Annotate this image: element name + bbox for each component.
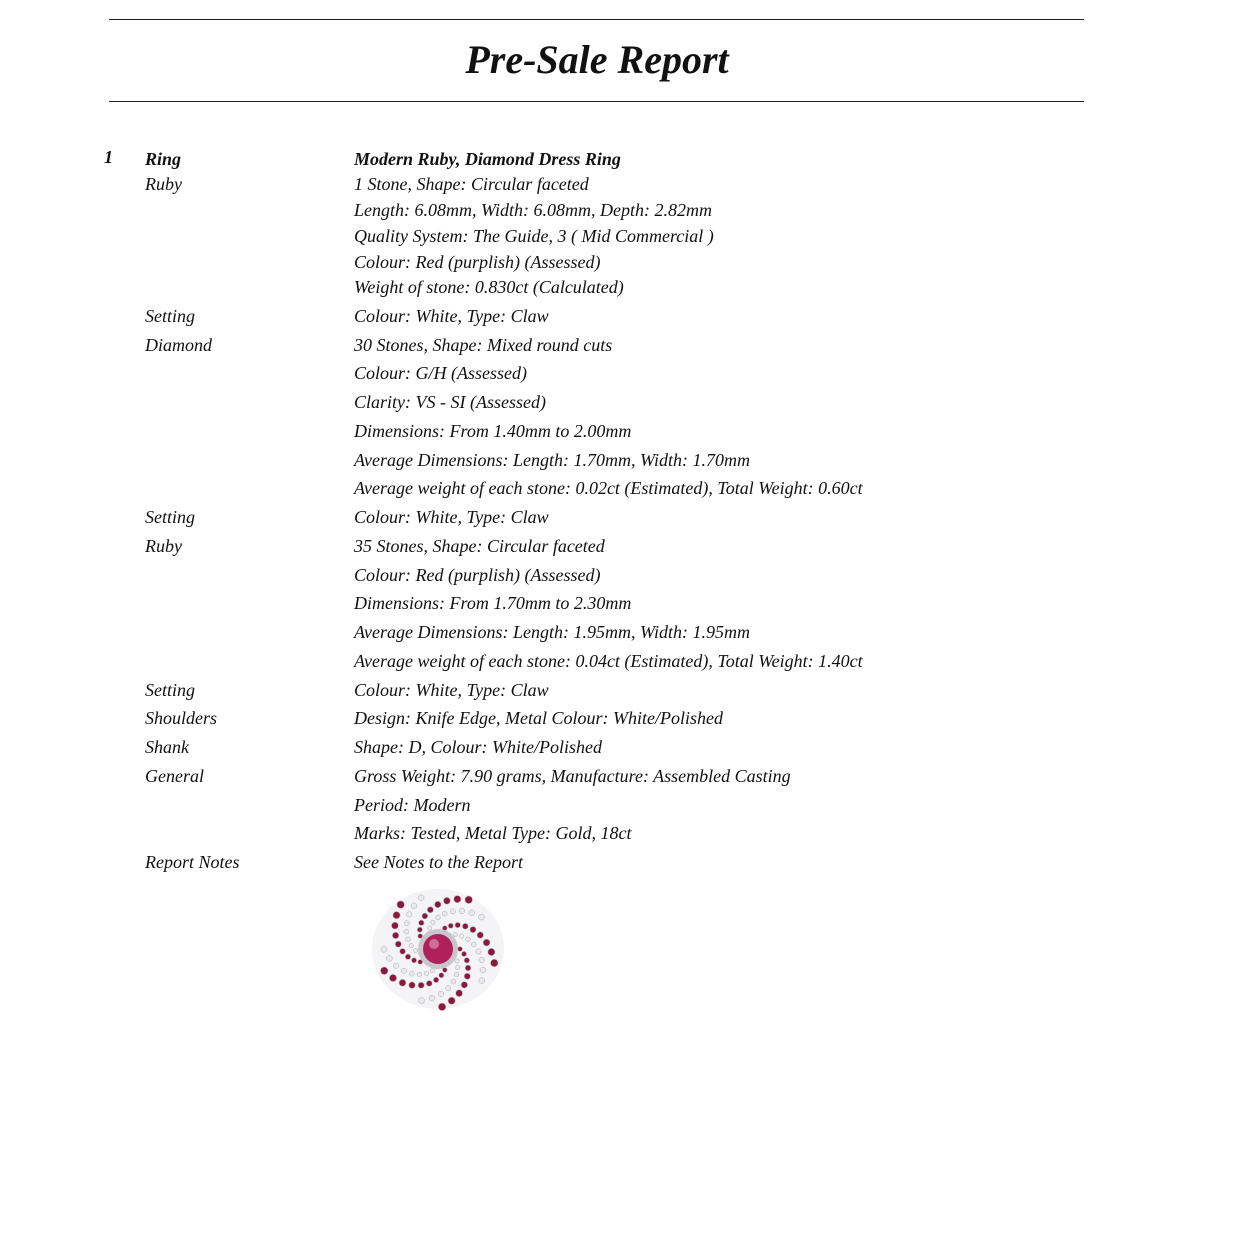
detail-row — [0, 620, 1240, 644]
diamond-stone — [455, 959, 459, 963]
detail-value: Period: Modern — [354, 795, 471, 815]
detail-value: Average weight of each stone: 0.02ct (Estimated), Total Weight: 0.60ct — [354, 478, 863, 498]
ruby-stone — [419, 920, 425, 926]
diamond-stone — [428, 926, 432, 930]
detail-value: Colour: Red (purplish) (Assessed) — [354, 252, 601, 272]
center-stone-highlight — [429, 939, 439, 949]
detail-label: Report Notes — [145, 852, 240, 872]
ruby-stone — [461, 982, 468, 989]
detail-value: Length: 6.08mm, Width: 6.08mm, Depth: 2.82mm — [354, 200, 712, 220]
diamond-stone — [424, 971, 429, 976]
detail-row — [0, 390, 1240, 414]
diamond-stone — [438, 991, 444, 997]
ruby-stone — [458, 947, 463, 952]
diamond-stone — [469, 910, 475, 916]
ruby-stone — [417, 927, 422, 932]
detail-value: 35 Stones, Shape: Circular faceted — [354, 536, 605, 556]
diamond-stone — [480, 967, 486, 973]
ruby-stone — [477, 932, 484, 939]
detail-value: Colour: G/H (Assessed) — [354, 363, 527, 383]
detail-row — [0, 649, 1240, 673]
diamond-stone — [466, 937, 471, 942]
diamond-stone — [419, 997, 425, 1003]
diamond-stone — [431, 920, 436, 925]
diamond-stone — [401, 968, 406, 973]
ruby-stone — [427, 907, 433, 913]
diamond-stone — [404, 929, 409, 934]
detail-value: Marks: Tested, Metal Type: Gold, 18ct — [354, 823, 632, 843]
top-rule — [109, 19, 1084, 20]
diamond-stone — [418, 895, 424, 901]
ruby-stone — [426, 980, 432, 986]
diamond-stone — [455, 965, 460, 970]
page-title: Pre-Sale Report — [465, 37, 729, 82]
detail-row — [0, 706, 1240, 730]
diamond-stone — [436, 915, 441, 920]
detail-row — [0, 678, 1240, 702]
detail-value: Design: Knife Edge, Metal Colour: White/Polished — [354, 708, 723, 728]
detail-value: Dimensions: From 1.40mm to 2.00mm — [354, 421, 632, 441]
ruby-stone — [464, 958, 470, 964]
detail-value: Modern Ruby, Diamond Dress Ring — [354, 149, 621, 169]
diamond-stone — [404, 921, 409, 926]
diamond-stone — [450, 909, 455, 914]
detail-value: Colour: Red (purplish) (Assessed) — [354, 565, 601, 585]
ruby-stone — [438, 1003, 446, 1011]
detail-value: Shape: D, Colour: White/Polished — [354, 737, 602, 757]
detail-row — [0, 419, 1240, 443]
ruby-stone — [389, 974, 396, 981]
detail-row — [0, 361, 1240, 385]
detail-label: Ruby — [145, 174, 182, 194]
detail-row — [0, 172, 1240, 196]
ruby-stone — [380, 967, 388, 975]
ruby-stone — [422, 913, 428, 919]
detail-row — [0, 735, 1240, 759]
diamond-stone — [479, 957, 485, 963]
detail-row — [0, 224, 1240, 248]
detail-row — [0, 764, 1240, 788]
diamond-stone — [406, 937, 411, 942]
detail-value: 30 Stones, Shape: Mixed round cuts — [354, 335, 613, 355]
diamond-stone — [381, 946, 387, 952]
diamond-stone — [387, 956, 393, 962]
detail-value: Quality System: The Guide, 3 ( Mid Commercial ) — [354, 226, 714, 246]
ruby-stone — [411, 958, 416, 963]
ruby-stone — [397, 901, 405, 909]
ruby-stone — [439, 973, 444, 978]
ruby-stone — [465, 896, 473, 904]
diamond-stone — [411, 903, 417, 909]
ruby-stone — [393, 912, 400, 919]
ruby-stone — [455, 922, 461, 928]
ruby-stone — [395, 941, 401, 947]
ruby-stone — [435, 901, 442, 908]
diamond-stone — [442, 911, 447, 916]
detail-row — [0, 534, 1240, 558]
ruby-stone — [399, 979, 406, 986]
detail-row — [0, 198, 1240, 222]
detail-row — [0, 850, 1240, 874]
diamond-stone — [413, 948, 417, 952]
ruby-stone — [418, 982, 424, 988]
diamond-stone — [429, 995, 435, 1001]
detail-value: Colour: White, Type: Claw — [354, 680, 549, 700]
detail-row — [0, 275, 1240, 299]
diamond-stone — [454, 972, 459, 977]
detail-value: Colour: White, Type: Claw — [354, 507, 549, 527]
detail-row — [0, 505, 1240, 529]
detail-value: Average weight of each stone: 0.04ct (Estimated), Total Weight: 1.40ct — [354, 651, 863, 671]
ruby-stone — [448, 997, 455, 1004]
detail-row — [0, 793, 1240, 817]
ruby-stone — [490, 959, 498, 967]
ruby-stone — [454, 895, 461, 902]
detail-row — [0, 250, 1240, 274]
diamond-stone — [451, 979, 456, 984]
diamond-stone — [393, 963, 399, 969]
detail-row — [0, 147, 1240, 171]
diamond-stone — [479, 978, 485, 984]
detail-value: 1 Stone, Shape: Circular faceted — [354, 174, 589, 194]
ruby-stone — [391, 922, 398, 929]
lot-number: 1 — [104, 147, 113, 167]
detail-label: Shank — [145, 737, 189, 757]
ruby-stone — [443, 897, 450, 904]
ruby-stone — [409, 982, 416, 989]
detail-row — [0, 563, 1240, 587]
detail-value: See Notes to the Report — [354, 852, 523, 872]
ruby-stone — [470, 926, 476, 932]
ruby-stone — [483, 939, 490, 946]
ruby-stone — [462, 923, 468, 929]
detail-value: Clarity: VS - SI (Assessed) — [354, 392, 546, 412]
detail-row — [0, 821, 1240, 845]
diamond-stone — [453, 933, 457, 937]
detail-row — [0, 476, 1240, 500]
diamond-stone — [459, 934, 464, 939]
diamond-stone — [409, 971, 414, 976]
detail-label: Setting — [145, 507, 195, 527]
bottom-rule — [109, 101, 1084, 102]
detail-label: General — [145, 766, 204, 786]
detail-value: Dimensions: From 1.70mm to 2.30mm — [354, 593, 632, 613]
ruby-stone — [464, 973, 470, 979]
ruby-stone — [392, 932, 399, 939]
detail-label: Ruby — [145, 536, 182, 556]
detail-row — [0, 448, 1240, 472]
detail-label: Setting — [145, 306, 195, 326]
detail-value: Average Dimensions: Length: 1.70mm, Width: 1.70mm — [354, 450, 750, 470]
detail-label: Shoulders — [145, 708, 217, 728]
diamond-stone — [430, 969, 434, 973]
detail-value: Colour: White, Type: Claw — [354, 306, 549, 326]
detail-row — [0, 304, 1240, 328]
ruby-stone — [456, 990, 463, 997]
detail-label: Ring — [145, 149, 182, 169]
ruby-stone — [448, 923, 453, 928]
diamond-stone — [446, 986, 451, 991]
detail-label: Setting — [145, 680, 195, 700]
diamond-stone — [406, 912, 412, 918]
diamond-stone — [459, 908, 465, 914]
ruby-stone — [405, 954, 411, 960]
detail-value: Gross Weight: 7.90 grams, Manufacture: Assembled Casting — [354, 766, 791, 786]
center-ruby-stone — [423, 934, 453, 964]
diamond-stone — [417, 972, 422, 977]
detail-label: Diamond — [145, 335, 212, 355]
ruby-stone — [465, 965, 471, 971]
diamond-stone — [476, 949, 481, 954]
ruby-stone — [400, 948, 406, 954]
ruby-stone — [461, 951, 466, 956]
ruby-stone — [488, 948, 495, 955]
detail-value: Weight of stone: 0.830ct (Calculated) — [354, 277, 624, 297]
diamond-stone — [471, 942, 476, 947]
detail-value: Average Dimensions: Length: 1.95mm, Width: 1.95mm — [354, 622, 750, 642]
diamond-stone — [409, 943, 414, 948]
diamond-stone — [479, 914, 485, 920]
detail-row — [0, 591, 1240, 615]
ruby-stone — [433, 977, 439, 983]
ring-photo — [358, 883, 518, 1015]
detail-row — [0, 333, 1240, 357]
